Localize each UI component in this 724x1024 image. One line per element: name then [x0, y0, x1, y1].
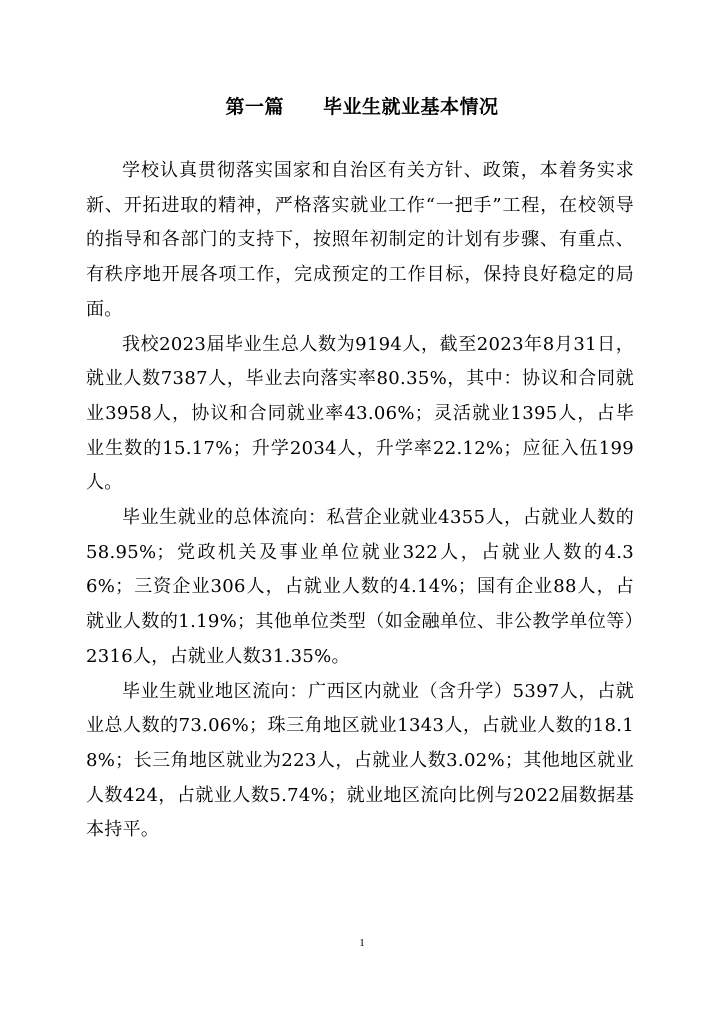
page-title: 第一篇 毕业生就业基本情况	[225, 96, 499, 118]
paragraph-employment-flow: 毕业生就业的总体流向：私营企业就业4355人，占就业人数的58.95%；党政机关及事业单位就业322人，占就业人数的4.36%；三资企业306人，占就业人数的4.14%；国有企业88人，占就业人数的1.19%；其他单位类型（如金融单位、非公教学单位等）2316人，占就业人数31.35%。	[86, 507, 634, 667]
paragraph-regional-flow: 毕业生就业地区流向：广西区内就业（含升学）5397人，占就业总人数的73.06%；珠三角地区就业1343人，占就业人数的18.18%；长三角地区就业为223人，占就业人数3.02%；其他地区就业人数424，占就业人数5.74%；就业地区流向比例与2022届数据基本持平。	[86, 680, 634, 841]
paragraph-intro: 学校认真贯彻落实国家和自治区有关方针、政策，本着务实求新、开拓进取的精神，严格落实就业工作“一把手”工程，在校领导的指导和各部门的支持下，按照年初制定的计划有步骤、有重点、有秩序地开展各项工作，完成预定的工作目标，保持良好稳定的局面。	[86, 160, 634, 320]
body-text	[86, 154, 634, 848]
page-number: 1	[359, 937, 365, 949]
paragraph-employment-rate: 我校2023届毕业生总人数为9194人，截至2023年8月31日，就业人数7387人，毕业去向落实率80.35%，其中：协议和合同就业3958人，协议和合同就业率43.06%；灵活就业1395人，占毕业生数的15.17%；升学2034人，升学率22.12%；应征入伍199人。	[86, 333, 634, 494]
